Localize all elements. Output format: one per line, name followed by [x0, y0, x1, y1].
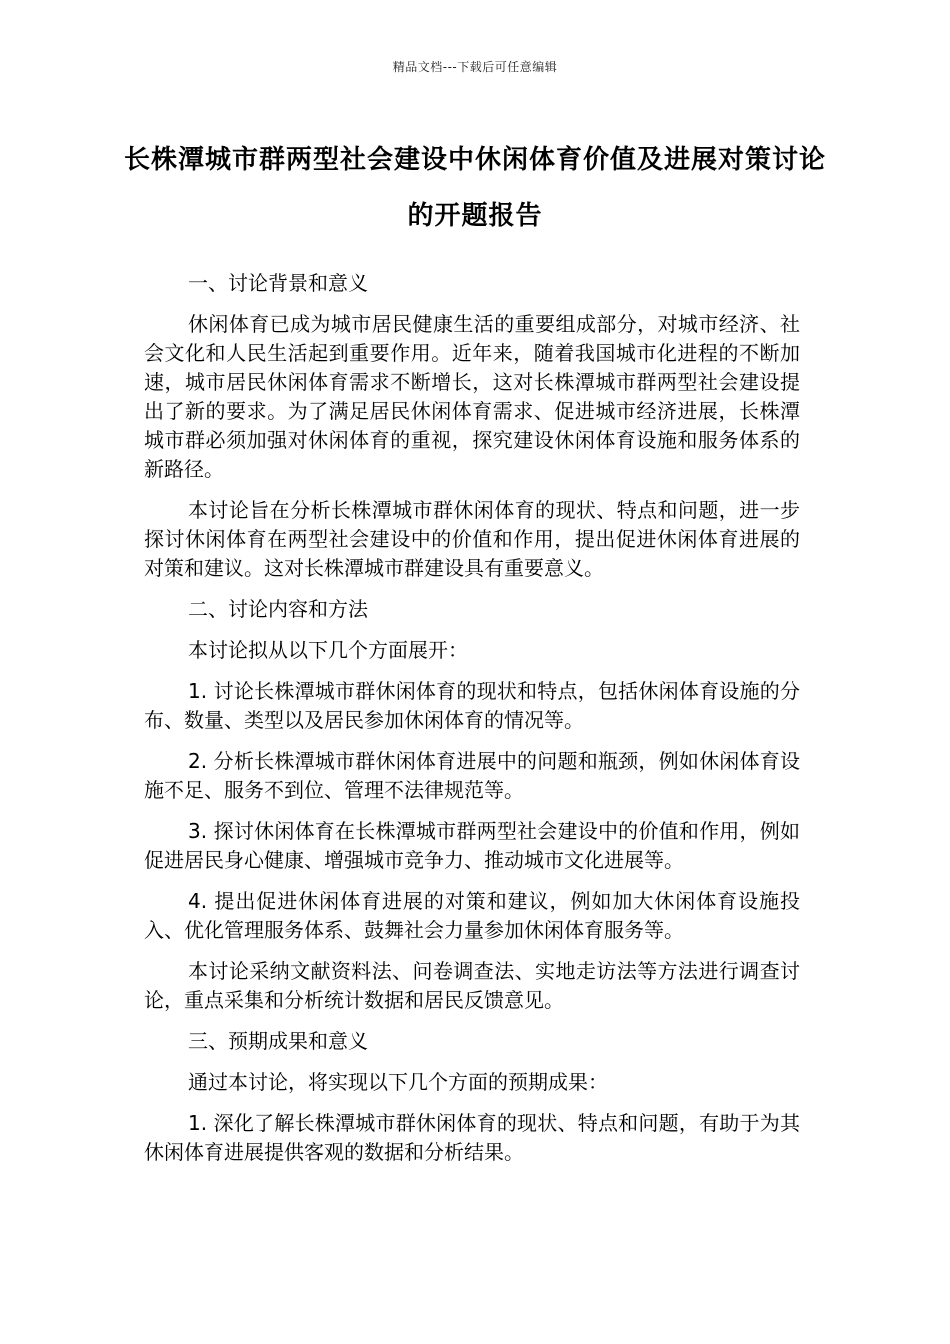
document-title: 长株潭城市群两型社会建设中休闲体育价值及进展对策讨论的开题报告	[123, 145, 826, 231]
document-body	[144, 269, 800, 1179]
list-item-content-2: 2. 分析长株潭城市群休闲体育进展中的问题和瓶颈，例如休闲体育设施不足、服务不到位、管理不法律规范等。	[144, 749, 800, 802]
header-note: 精品文档---下载后可任意编辑	[392, 60, 558, 74]
list-item-content-3: 3. 探讨休闲体育在长株潭城市群两型社会建设中的价值和作用，例如促进居民身心健康、增强城市竞争力、推动城市文化进展等。	[144, 819, 800, 872]
paragraph-content-intro: 本讨论拟从以下几个方面展开：	[188, 638, 468, 662]
list-item-results-1: 1. 深化了解长株潭城市群休闲体育的现状、特点和问题，有助于为其休闲体育进展提供客观的数据和分析结果。	[144, 1111, 800, 1164]
section-heading-content-method: 二、讨论内容和方法	[188, 597, 368, 621]
section-heading-expected-results: 三、预期成果和意义	[188, 1029, 368, 1053]
list-item-content-1: 1. 讨论长株潭城市群休闲体育的现状和特点，包括休闲体育设施的分布、数量、类型以及居民参加休闲体育的情况等。	[144, 679, 800, 732]
paragraph-background-2: 本讨论旨在分析长株潭城市群休闲体育的现状、特点和问题，进一步探讨休闲体育在两型社会建设中的价值和作用，提出促进休闲体育进展的对策和建议。这对长株潭城市群建设具有重要意义。	[144, 498, 800, 580]
paragraph-method: 本讨论采纳文献资料法、问卷调查法、实地走访法等方法进行调查讨论，重点采集和分析统计数据和居民反馈意见。	[144, 959, 800, 1012]
paragraph-background-1: 休闲体育已成为城市居民健康生活的重要组成部分，对城市经济、社会文化和人民生活起到重要作用。近年来，随着我国城市化进程的不断加速，城市居民休闲体育需求不断增长，这对长株潭城市群两型社会建设提出了新的要求。为了满足居民休闲体育需求、促进城市经济进展，长株潭城市群必须加强对休闲体育的重视，探究建设休闲体育设施和服务体系的新路径。	[144, 312, 800, 481]
paragraph-results-intro: 通过本讨论，将实现以下几个方面的预期成果：	[188, 1070, 608, 1094]
section-heading-background: 一、讨论背景和意义	[188, 271, 368, 295]
list-item-content-4: 4. 提出促进休闲体育进展的对策和建议，例如加大休闲体育设施投入、优化管理服务体系、鼓舞社会力量参加休闲体育服务等。	[144, 889, 800, 942]
